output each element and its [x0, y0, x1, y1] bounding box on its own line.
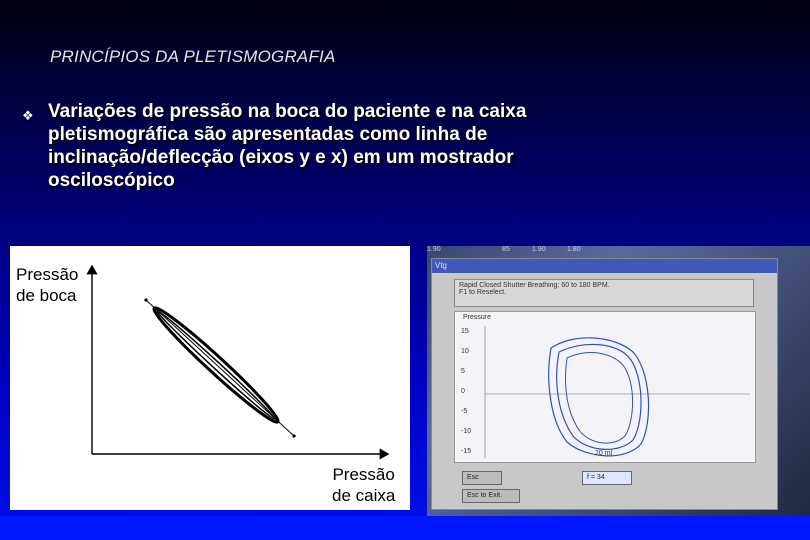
y-tick: -5: [461, 408, 468, 415]
y-tick: 5: [461, 368, 465, 375]
esc-button[interactable]: Esc: [462, 471, 502, 485]
plot-y-title: Pressure: [463, 314, 492, 321]
x-unit-label: 20 ml: [595, 450, 613, 457]
info-line-2: F1 to Reselect.: [459, 289, 507, 296]
body-line-2: pletismográfica são apresentadas como linha de: [48, 124, 488, 145]
y-tick: 15: [461, 328, 469, 335]
x-label-line-1: Pressão: [332, 465, 395, 484]
vtg-window: [431, 258, 778, 510]
strip-value-1: 1.90: [427, 246, 441, 253]
oscilloscope-photo: [427, 246, 810, 516]
info-box: [454, 279, 754, 307]
info-line-1: Rapid Closed Shutter Breathing; 60 to 180 BPM.: [459, 282, 610, 289]
footer-band: [0, 516, 810, 540]
window-title-bar: [432, 259, 777, 273]
y-label-line-2: de boca: [16, 286, 77, 305]
exit-button[interactable]: Esc to Exit.: [462, 489, 520, 503]
strip-value-4: 1.80: [567, 246, 581, 253]
body-line-1: Variações de pressão na boca do paciente e na caixa: [48, 101, 527, 122]
line-end-point: [292, 434, 295, 437]
body-line-3: inclinação/deflecção (eixos y e x) em um mostrador: [48, 147, 514, 168]
slide-title: PRINCÍPIOS DA PLETISMOGRAFIA: [50, 47, 336, 66]
frequency-readout: f = 34: [582, 471, 632, 485]
top-strip: [427, 246, 810, 256]
strip-value-3: 1.90: [532, 246, 546, 253]
strip-value-2: 85: [502, 246, 510, 253]
loop-traces: [455, 312, 755, 462]
bullet-icon: ❖: [22, 108, 34, 123]
x-label-line-2: de caixa: [332, 486, 396, 505]
body-text: [48, 100, 668, 192]
y-tick: -15: [461, 448, 472, 455]
window-title: Vtg: [435, 261, 448, 270]
line-start-point: [144, 298, 147, 301]
y-tick: 10: [461, 348, 469, 355]
pressure-loop-diagram: [10, 246, 410, 510]
body-line-4: osciloscópico: [48, 170, 175, 191]
y-tick: -10: [461, 428, 472, 435]
x-axis-label: [332, 464, 395, 506]
y-tick: 0: [461, 388, 465, 395]
pressure-plot: [454, 311, 756, 463]
deflection-line: [146, 300, 294, 436]
y-label-line-1: Pressão: [16, 265, 79, 284]
